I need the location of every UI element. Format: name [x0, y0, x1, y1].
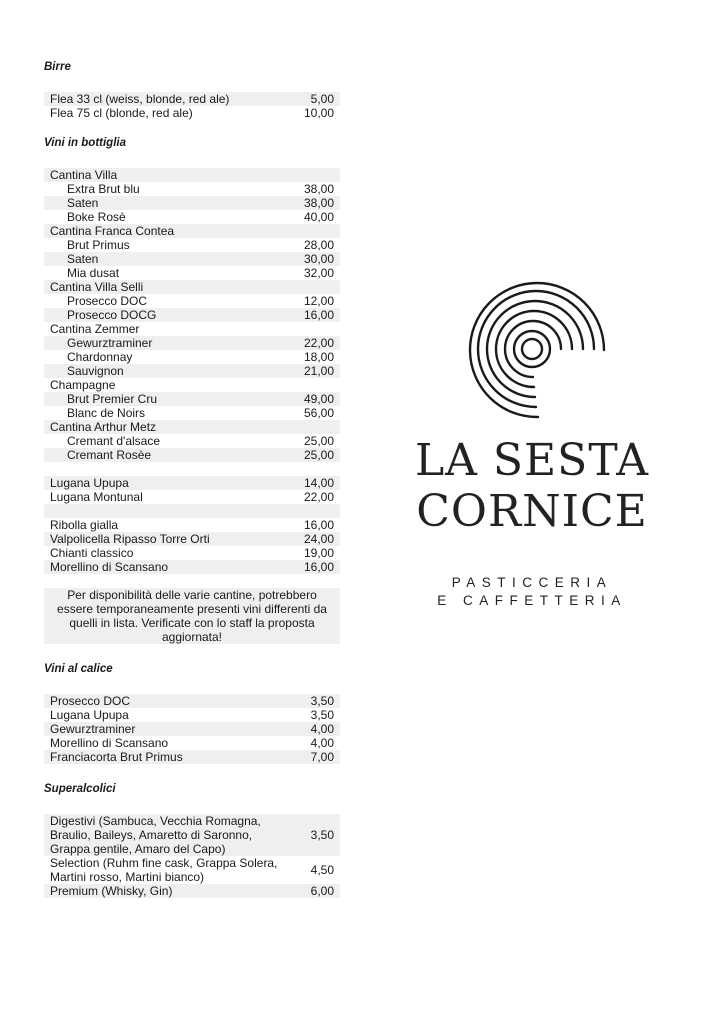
section-title-vini-bottiglia: Vini in bottiglia	[44, 137, 126, 149]
item-price: 30,00	[303, 252, 334, 266]
item-name: Saten	[67, 196, 99, 210]
item-name: Gewurztraminer	[67, 336, 153, 350]
item-price: 22,00	[303, 336, 334, 350]
brand-line-2: CORNICE	[416, 486, 648, 537]
menu-row	[44, 210, 340, 224]
birre-table	[44, 92, 340, 120]
winery-row	[44, 168, 340, 182]
item-name: Premium (Whisky, Gin)	[50, 884, 173, 898]
item-price: 4,00	[310, 722, 334, 736]
item-name: Morellino di Scansano	[50, 736, 169, 750]
winery-name: Cantina Villa	[50, 168, 118, 182]
menu-row	[44, 196, 340, 210]
item-name: Franciacorta Brut Primus	[50, 750, 183, 764]
item-price: 14,00	[303, 476, 334, 490]
menu-row	[44, 308, 340, 322]
menu-row	[44, 364, 340, 378]
menu-row	[44, 106, 340, 120]
item-name: Digestivi (Sambuca, Vecchia Romagna, Braulio, Baileys, Amaretto di Saronno, Grappa gentile, Amaro del Capo)	[50, 814, 261, 856]
section-title-superalcolici: Superalcolici	[44, 783, 116, 795]
menu-row	[44, 532, 340, 546]
menu-row	[44, 856, 340, 884]
menu-row	[44, 560, 340, 574]
menu-row	[44, 490, 340, 504]
item-name: Sauvignon	[67, 364, 124, 378]
winery-name: Cantina Villa Selli	[50, 280, 144, 294]
item-price: 4,00	[310, 736, 334, 750]
brand-name	[396, 436, 668, 538]
item-name: Lugana Upupa	[50, 476, 129, 490]
item-price: 49,00	[303, 392, 334, 406]
vini-calice-table	[44, 694, 340, 764]
winery-name: Cantina Franca Contea	[50, 224, 175, 238]
item-name: Prosecco DOC	[67, 294, 148, 308]
item-price: 4,50	[310, 863, 334, 877]
item-price: 16,00	[303, 560, 334, 574]
item-price: 16,00	[303, 308, 334, 322]
tagline-line-1: PASTICCERIA	[451, 575, 613, 590]
item-price: 19,00	[303, 546, 334, 560]
item-price: 6,00	[310, 884, 334, 898]
item-name: Saten	[67, 252, 99, 266]
item-price: 28,00	[303, 238, 334, 252]
item-price: 25,00	[303, 434, 334, 448]
vini-bottiglia-table	[44, 168, 340, 574]
item-price: 3,50	[310, 708, 334, 722]
item-price: 5,00	[310, 92, 334, 106]
menu-row	[44, 750, 340, 764]
item-price: 18,00	[303, 350, 334, 364]
item-name: Selection (Ruhm fine cask, Grappa Solera, Martini rosso, Martini bianco)	[50, 856, 278, 884]
menu-row	[44, 336, 340, 350]
item-price: 3,50	[310, 694, 334, 708]
item-price: 7,00	[310, 750, 334, 764]
item-name: Valpolicella Ripasso Torre Orti	[50, 532, 210, 546]
item-name: Extra Brut blu	[67, 182, 140, 196]
section-title-birre: Birre	[44, 61, 71, 73]
item-price: 10,00	[303, 106, 334, 120]
menu-row	[44, 546, 340, 560]
item-name: Chardonnay	[67, 350, 133, 364]
menu-row	[44, 476, 340, 490]
item-name: Chianti classico	[50, 546, 134, 560]
brand-tagline	[396, 574, 668, 610]
item-price: 38,00	[303, 196, 334, 210]
item-name: Cremant Rosèe	[67, 448, 152, 462]
menu-row	[44, 518, 340, 532]
menu-row	[44, 884, 340, 898]
winery-name: Cantina Arthur Metz	[50, 420, 157, 434]
item-name: Prosecco DOC	[50, 694, 131, 708]
item-name: Brut Primus	[67, 238, 130, 252]
menu-row	[44, 294, 340, 308]
item-price: 16,00	[303, 518, 334, 532]
winery-row	[44, 420, 340, 434]
item-price: 38,00	[303, 182, 334, 196]
superalcolici-table	[44, 814, 340, 898]
menu-row	[44, 736, 340, 750]
item-name: Flea 33 cl (weiss, blonde, red ale)	[50, 92, 230, 106]
menu-row	[44, 252, 340, 266]
item-price: 40,00	[303, 210, 334, 224]
item-price: 32,00	[303, 266, 334, 280]
menu-row	[44, 722, 340, 736]
winery-row	[44, 224, 340, 238]
availability-note: Per disponibilità delle varie cantine, potrebbero essere temporaneamente presenti vini differenti da quelli in lista. Verificate con lo staff la proposta aggiornata!	[44, 588, 340, 644]
item-price: 12,00	[303, 294, 334, 308]
winery-row	[44, 280, 340, 294]
item-price: 21,00	[303, 364, 334, 378]
item-name: Lugana Upupa	[50, 708, 129, 722]
brand-line-1: LA SESTA	[414, 435, 650, 486]
item-price: 25,00	[303, 448, 334, 462]
item-name: Prosecco DOCG	[67, 308, 157, 322]
menu-row	[44, 434, 340, 448]
item-name: Blanc de Noirs	[67, 406, 146, 420]
item-name: Gewurztraminer	[50, 722, 136, 736]
item-name: Brut Premier Cru	[67, 392, 158, 406]
spacer-row	[44, 504, 340, 518]
winery-row	[44, 378, 340, 392]
item-price: 24,00	[303, 532, 334, 546]
menu-row	[44, 694, 340, 708]
item-name: Morellino di Scansano	[50, 560, 169, 574]
menu-row	[44, 182, 340, 196]
menu-row	[44, 238, 340, 252]
menu-row	[44, 814, 340, 856]
spiral-logo-icon	[396, 280, 668, 430]
menu-row	[44, 448, 340, 462]
item-name: Cremant d'alsace	[67, 434, 160, 448]
menu-row	[44, 406, 340, 420]
spacer-row	[44, 462, 340, 476]
item-price: 3,50	[310, 828, 334, 842]
item-name: Mia dusat	[67, 266, 120, 280]
winery-name: Cantina Zemmer	[50, 322, 140, 336]
item-price: 22,00	[303, 490, 334, 504]
menu-row	[44, 392, 340, 406]
tagline-line-2: E CAFFETTERIA	[437, 593, 627, 608]
item-price: 56,00	[303, 406, 334, 420]
item-name: Lugana Montunal	[50, 490, 143, 504]
winery-row	[44, 322, 340, 336]
item-name: Boke Rosè	[67, 210, 126, 224]
menu-row	[44, 92, 340, 106]
menu-row	[44, 708, 340, 722]
section-title-vini-calice: Vini al calice	[44, 663, 113, 675]
menu-row	[44, 266, 340, 280]
item-name: Ribolla gialla	[50, 518, 119, 532]
winery-name: Champagne	[50, 378, 116, 392]
item-name: Flea 75 cl (blonde, red ale)	[50, 106, 193, 120]
menu-column	[44, 60, 340, 898]
menu-row	[44, 350, 340, 364]
